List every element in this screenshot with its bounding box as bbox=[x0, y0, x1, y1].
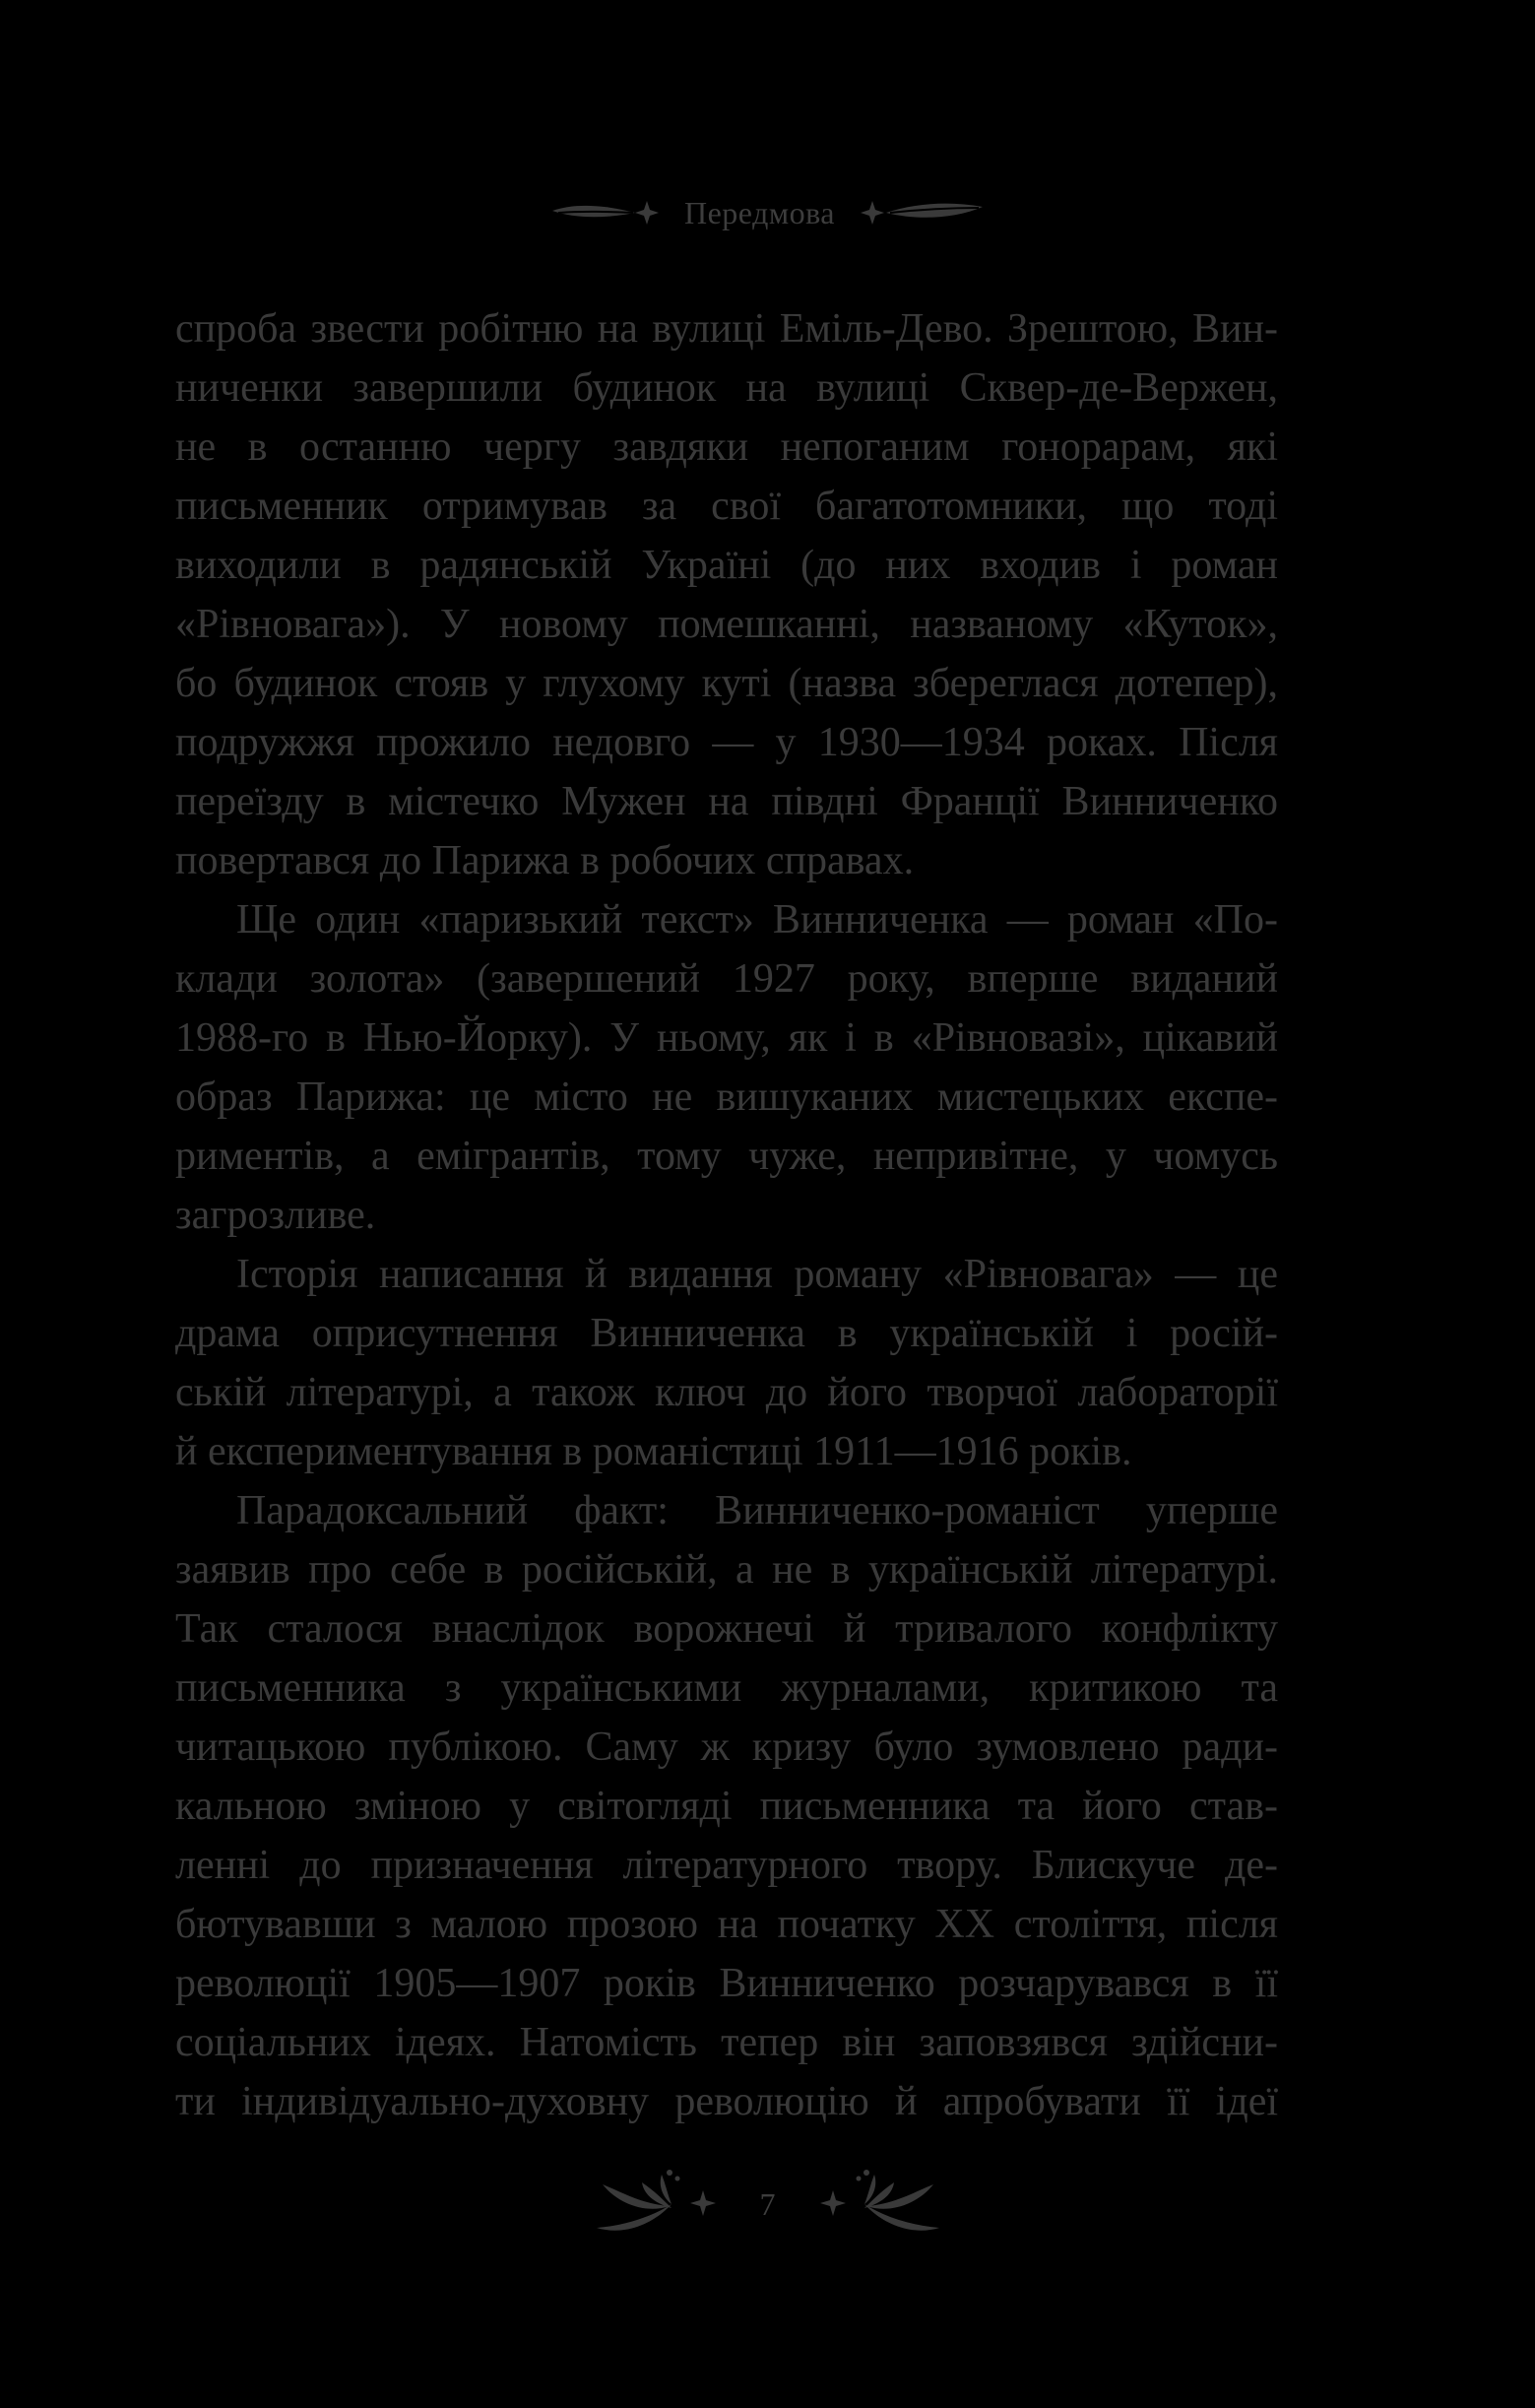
floral-ornament-left-icon bbox=[593, 2165, 721, 2244]
paragraph-3 bbox=[175, 1245, 1278, 1481]
text-line: ти індивідуально-духовну революцію й апробувати її ідеї bbox=[175, 2079, 1278, 2124]
text-line: бютувавши з малою прозою на початку XX століття, після bbox=[175, 1902, 1278, 1947]
text-line: ленні до призначення літературного твору. Блискуче де- bbox=[175, 1843, 1278, 1888]
text-line: Історія написання й видання роману «Рівновага» — це bbox=[236, 1252, 1278, 1297]
text-line: 1988-го в Нью-Йорку). У ньому, як і в «Рівновазі», цікавий bbox=[175, 1015, 1278, 1061]
text-line: заявив про себе в російській, а не в українській літературі. bbox=[175, 1547, 1278, 1593]
text-line: ській літературі, а також ключ до його творчої лабораторії bbox=[175, 1370, 1278, 1415]
text-line: й експериментування в романістиці 1911—1916 років. bbox=[175, 1429, 1132, 1474]
text-line: переїзду в містечко Мужен на півдні Франції Винниченко bbox=[175, 779, 1278, 824]
leaf-flourish-right-icon bbox=[857, 193, 985, 232]
running-header bbox=[0, 187, 1535, 238]
text-line: «Рівновага»). У новому помешканні, названому «Куток», bbox=[175, 602, 1278, 647]
page-header-title: Передмова bbox=[683, 194, 835, 230]
text-line: письменник отримував за свої багатотомники, що тоді bbox=[175, 484, 1278, 529]
paragraph-2 bbox=[175, 890, 1278, 1245]
text-line: соціальних ідеях. Натомість тепер він заповзявся здійсни- bbox=[175, 2020, 1278, 2065]
text-line: не в останню чергу завдяки непоганим гонорарам, які bbox=[175, 424, 1278, 470]
page-footer bbox=[0, 2155, 1535, 2253]
paragraph-4 bbox=[175, 1481, 1278, 2131]
text-line: виходили в радянській Україні (до них входив і роман bbox=[175, 543, 1278, 588]
text-line: бо будинок стояв у глухому куті (назва збереглася дотепер), bbox=[175, 661, 1278, 706]
text-line: Так сталося внаслідок ворожнечі й тривалого конфлікту bbox=[175, 1606, 1278, 1652]
paragraph-1 bbox=[175, 299, 1278, 890]
text-line: риментів, а емігрантів, тому чуже, непривітне, у чомусь bbox=[175, 1134, 1278, 1179]
text-line: революції 1905—1907 років Винниченко розчарувався в її bbox=[175, 1961, 1278, 2006]
text-line: кальною зміною у світогляді письменника та його став- bbox=[175, 1784, 1278, 1829]
leaf-flourish-left-icon bbox=[550, 193, 663, 232]
text-line: Парадоксальний факт: Винниченко-романіст уперше bbox=[236, 1488, 1278, 1533]
text-line: Ще один «паризький текст» Винниченка — роман «По- bbox=[236, 897, 1278, 943]
text-line: драма оприсутнення Винниченка в українській і росій- bbox=[175, 1311, 1278, 1356]
text-line: читацькою публікою. Саму ж кризу було зумовлено ради- bbox=[175, 1725, 1278, 1770]
text-line: клади золота» (завершений 1927 року, вперше виданий bbox=[175, 956, 1278, 1002]
text-line: подружжя прожило недовго — у 1930—1934 роках. Після bbox=[175, 720, 1278, 765]
text-line: загрозливе. bbox=[175, 1193, 376, 1238]
text-line: повертався до Парижа в робочих справах. bbox=[175, 838, 915, 883]
page-number: 7 bbox=[759, 2185, 776, 2222]
floral-ornament-right-icon bbox=[815, 2165, 943, 2244]
text-line: ниченки завершили будинок на вулиці Сквер-де-Вержен, bbox=[175, 365, 1278, 411]
body-text bbox=[175, 299, 1278, 2131]
text-line: спроба звести робітню на вулиці Еміль-Дево. Зрештою, Вин- bbox=[175, 306, 1278, 352]
text-line: образ Парижа: це місто не вишуканих мистецьких експе- bbox=[175, 1074, 1278, 1120]
text-line: письменника з українськими журналами, критикою та bbox=[175, 1665, 1278, 1711]
